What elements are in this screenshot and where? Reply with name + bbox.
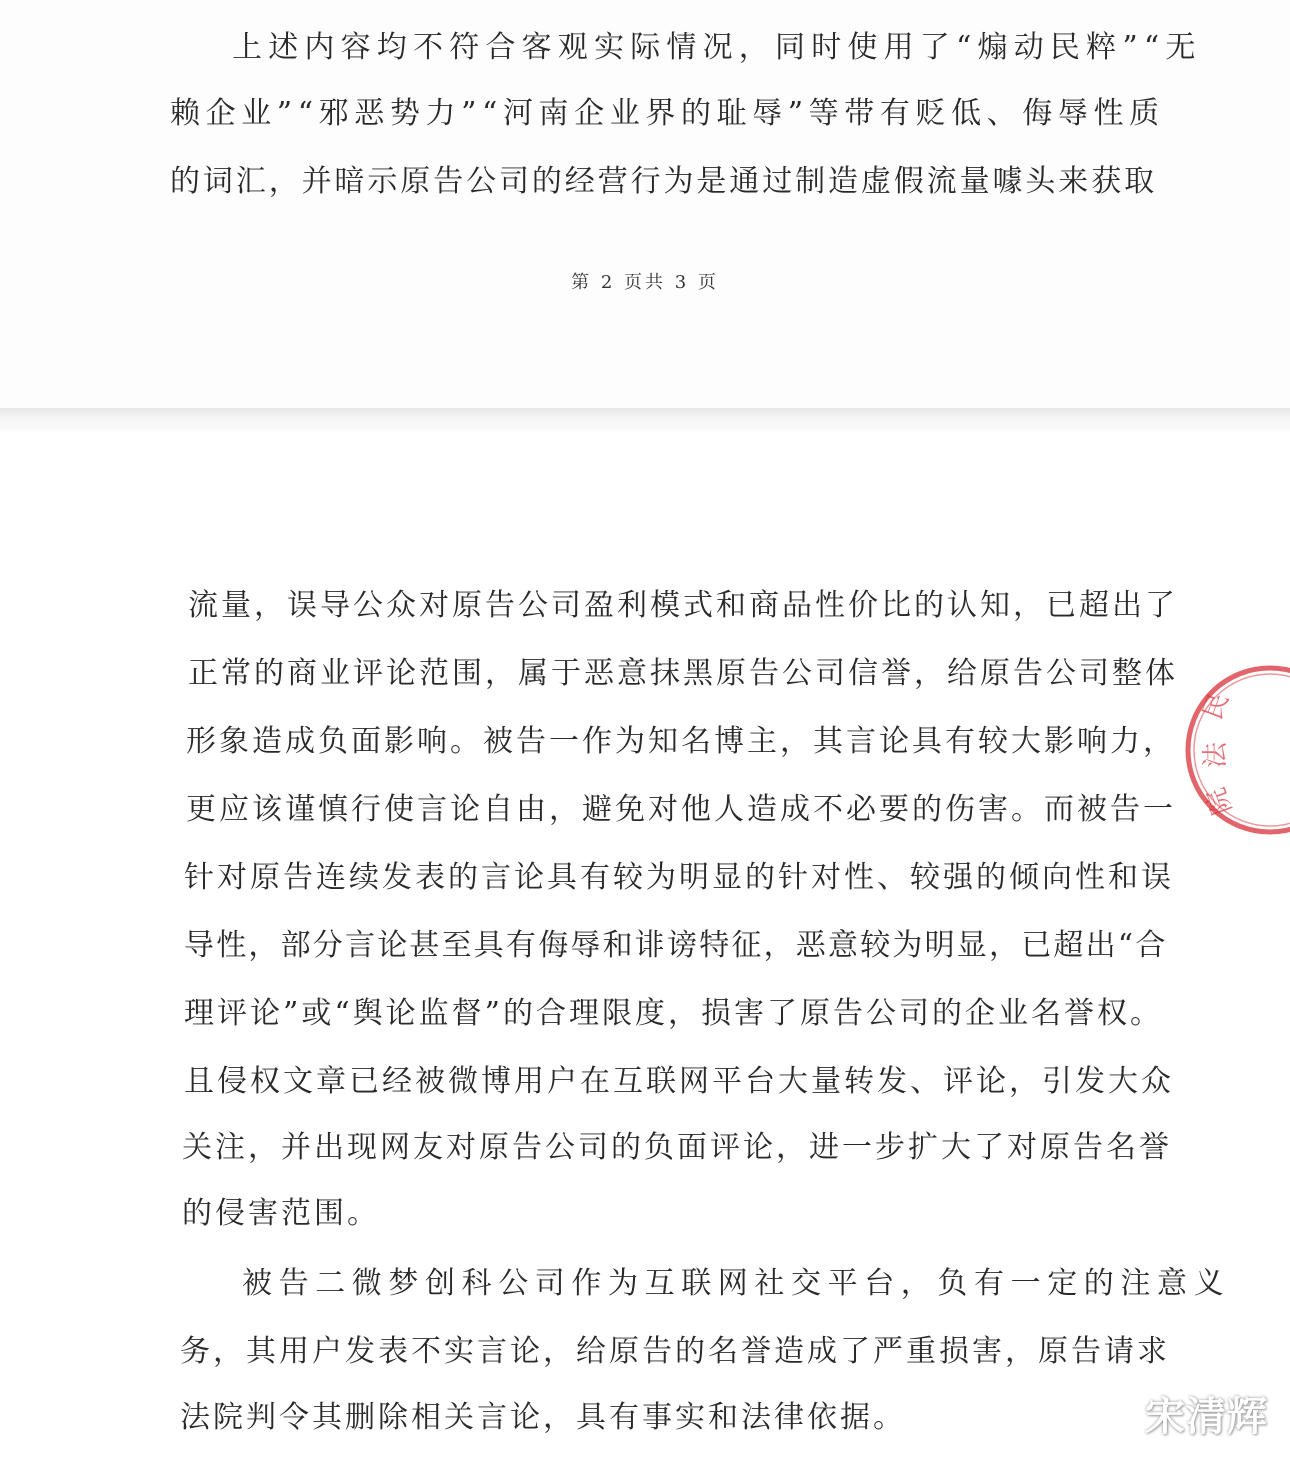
paragraph-line: 法院判令其删除相关言论，具有事实和法律依据。 — [180, 1400, 906, 1435]
paragraph-line: 理评论”或“舆论监督”的合理限度，损害了原告公司的企业名誉权。 — [184, 996, 1164, 1031]
paragraph-line: 关注，并出现网友对原告公司的负面评论，进一步扩大了对原告名誉 — [182, 1130, 1172, 1165]
paragraph-line: 形象造成负面影响。被告一作为知名博主，其言论具有较大影响力， — [186, 724, 1176, 759]
seal-char: 院 — [1201, 783, 1239, 819]
court-seal — [1140, 660, 1290, 840]
paragraph-line: 更应该谨慎行使言论自由，避免对他人造成不必要的伤害。而被告一 — [186, 792, 1176, 827]
paragraph-line: 务，其用户发表不实言论，给原告的名誉造成了严重损害，原告请求 — [180, 1334, 1170, 1369]
paragraph-line: 流量，误导公众对原告公司盈利模式和商品性价比的认知，已超出了 — [188, 588, 1178, 623]
paragraph-line: 且侵权文章已经被微博用户在互联网平台大量转发、评论，引发大众 — [184, 1064, 1174, 1099]
seal-stamp-icon — [1140, 660, 1290, 840]
paragraph-line: 的词汇，并暗示原告公司的经营行为是通过制造虚假流量噱头来获取 — [170, 164, 1157, 199]
paragraph-line: 的侵害范围。 — [182, 1196, 380, 1231]
paragraph-line: 上述内容均不符合客观实际情况，同时使用了“煽动民粹”“无 — [232, 30, 1202, 65]
document-page-2 — [0, 0, 1290, 408]
paragraph-line: 被告二微梦创科公司作为互联网社交平台，负有一定的注意义 — [242, 1266, 1231, 1301]
seal-char: 法 — [1201, 741, 1231, 768]
paragraph-line: 导性，部分言论甚至具有侮辱和诽谤特征，恶意较为明显，已超出“合 — [184, 928, 1168, 963]
watermark: 宋清辉 — [1145, 1394, 1268, 1440]
seal-char: 民 — [1197, 689, 1236, 724]
page-number: 第 2 页共 3 页 — [571, 272, 719, 293]
paragraph-line: 赖企业”“邪恶势力”“河南企业界的耻辱”等带有贬低、侮辱性质 — [170, 96, 1165, 131]
paragraph-line: 针对原告连续发表的言论具有较为明显的针对性、较强的倾向性和误 — [184, 860, 1174, 895]
paragraph-line: 正常的商业评论范围，属于恶意抹黑原告公司信誉，给原告公司整体 — [188, 656, 1178, 691]
document-page-3 — [0, 430, 1290, 1464]
page-divider — [0, 408, 1290, 430]
